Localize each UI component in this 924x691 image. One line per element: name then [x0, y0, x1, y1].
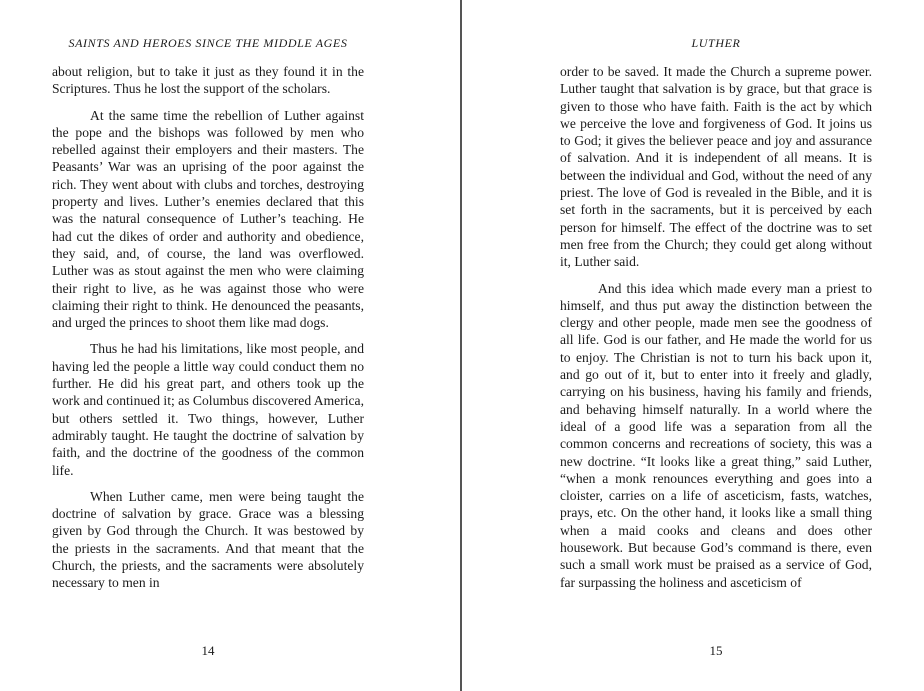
right-body-text — [560, 63, 872, 600]
left-page — [52, 0, 364, 691]
right-running-head: LUTHER — [691, 36, 741, 50]
page-gutter-divider — [460, 0, 462, 691]
left-paragraph-1: about religion, but to take it just as they found it in the Scriptures. Thus he lost the support of the scholars. — [52, 64, 364, 97]
right-page — [560, 0, 872, 691]
left-page-number: 14 — [201, 643, 215, 658]
left-paragraph-4: When Luther came, men were being taught the doctrine of salvation by grace. Grace was a blessing given by God through the Church. It was bestowed by the priests in the sacraments. And that meant that the Church, the priests, and the sacraments were absolutely necessary to men in — [52, 488, 364, 591]
right-paragraph-1: order to be saved. It made the Church a supreme power. Luther taught that salvation is by grace, but that grace is given to those who have faith. Faith is the act by which we perceive the love and forgiveness of God. It joins us to God; it gives the believer peace and joy and assurance of salvation. And it is independent of all means. It is between the individual and God, without the need of any priest. The love of God is revealed in the Bible, and it is set forth in the sacraments, but it is perceived by each person for himself. The effect of the doctrine was to set men free from the Church; they could get along without it, Luther said. — [560, 64, 872, 270]
left-paragraph-2: At the same time the rebellion of Luther against the pope and the bishops was followed by men who rebelled against their employers and their masters. The Peasants’ War was an uprising of the poor against the rich. They went about with clubs and torches, destroying property and lives. Luther’s enemies declared that this was the natural consequence of Luther’s teaching. He had cut the dikes of order and authority and obedience, they said, and, of course, the land was overflowed. Luther was as stout against the men who were claiming their right to live, as he was against those who were claiming their right to think. He denounced the peasants, and urged the princes to shoot them like mad dogs. — [52, 107, 364, 331]
right-page-number: 15 — [709, 643, 723, 658]
right-paragraph-2: And this idea which made every man a priest to himself, and thus put away the distinction between the clergy and other people, made men see the goodness of all life. God is our father, and He made the world for us to enjoy. The Christian is not to turn his back upon it, and go out of it, but to enter into it freely and gladly, carrying on his business, having his family and friends, and behaving himself naturally. In a world where the ideal of a good life was a separation from all the common concerns and recreations of society, this was a new doctrine. “It looks like a great thing,” said Luther, “when a monk renounces everything and goes into a cloister, carries on a life of asceticism, fasts, watches, prays, etc. On the other hand, it looks like a small thing when a maid cooks and cleans and does other housework. But because God’s command is there, even such a small work must be praised as a service of God, far surpassing the holiness and asceticism of — [560, 280, 872, 590]
left-body-text — [52, 63, 364, 601]
left-running-head: SAINTS AND HEROES SINCE THE MIDDLE AGES — [68, 36, 348, 50]
left-paragraph-3: Thus he had his limitations, like most people, and having led the people a little way could conduct them no further. He did his great part, and others took up the work and continued it; as Columbus discovered America, but others settled it. Two things, however, Luther admirably taught. He taught the doctrine of salvation by faith, and the doctrine of the goodness of the common life. — [52, 341, 364, 478]
